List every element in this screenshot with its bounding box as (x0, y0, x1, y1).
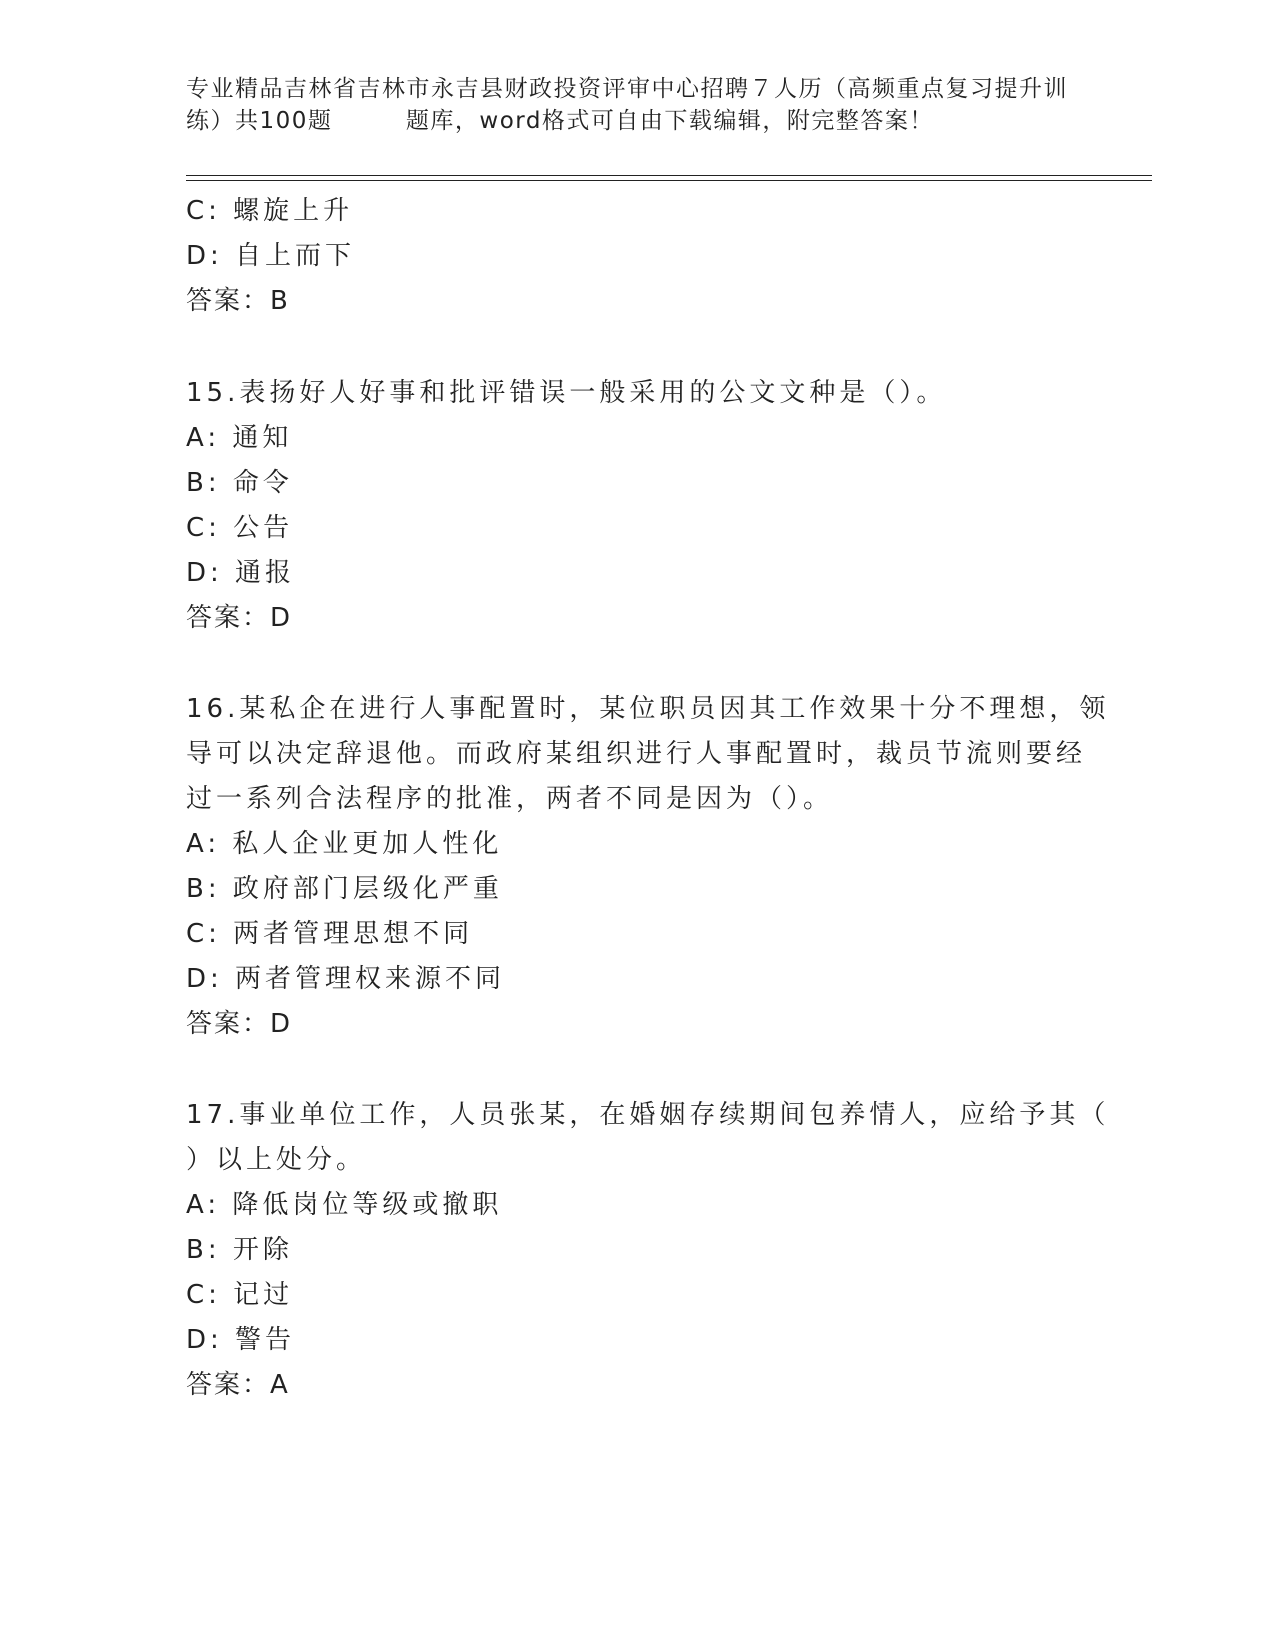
q15-option-d: D: 通报 (186, 558, 296, 588)
q15-stem: 15.表扬好人好事和批评错误一般采用的公文文种是（）。 (186, 378, 947, 408)
q16-option-c: C: 两者管理思想不同 (186, 919, 474, 949)
q15-option-a: A: 通知 (186, 423, 293, 453)
q15-answer: 答案：D (186, 603, 293, 633)
q14-option-c: C: 螺旋上升 (186, 196, 354, 226)
q14-answer: 答案：B (186, 286, 290, 316)
q17-option-d: D: 警告 (186, 1325, 296, 1355)
q16-stem-line-3: 过一系列合法程序的批准，两者不同是因为（）。 (186, 784, 834, 814)
header-title-line-2: 练）共100题 题库，word格式可自由下载编辑，附完整答案！ (186, 108, 934, 134)
q16-stem-line-1: 16.某私企在进行人事配置时，某位职员因其工作效果十分不理想，领 (186, 694, 1110, 724)
q17-answer: 答案：A (186, 1370, 290, 1400)
q16-stem-line-2: 导可以决定辞退他。而政府某组织进行人事配置时，裁员节流则要经 (186, 739, 1087, 769)
q17-stem-line-1: 17.事业单位工作，人员张某，在婚姻存续期间包养情人，应给予其（ (186, 1100, 1110, 1130)
q15-option-b: B: 命令 (186, 468, 293, 498)
q16-option-b: B: 政府部门层级化严重 (186, 874, 503, 904)
q17-option-c: C: 记过 (186, 1280, 294, 1310)
q15-option-c: C: 公告 (186, 513, 294, 543)
q17-option-a: A: 降低岗位等级或撤职 (186, 1190, 503, 1220)
q16-option-d: D: 两者管理权来源不同 (186, 964, 506, 994)
q16-answer: 答案：D (186, 1009, 293, 1039)
header-title-line-1: 专业精品吉林省吉林市永吉县财政投资评审中心招聘７人历（高频重点复习提升训 (186, 76, 1068, 102)
header-rule-top (186, 175, 1152, 176)
q17-stem-line-2: ）以上处分。 (186, 1145, 367, 1175)
q17-option-b: B: 开除 (186, 1235, 293, 1265)
q16-option-a: A: 私人企业更加人性化 (186, 829, 503, 859)
q14-option-d: D: 自上而下 (186, 241, 356, 271)
header-rule-bottom (186, 180, 1152, 181)
